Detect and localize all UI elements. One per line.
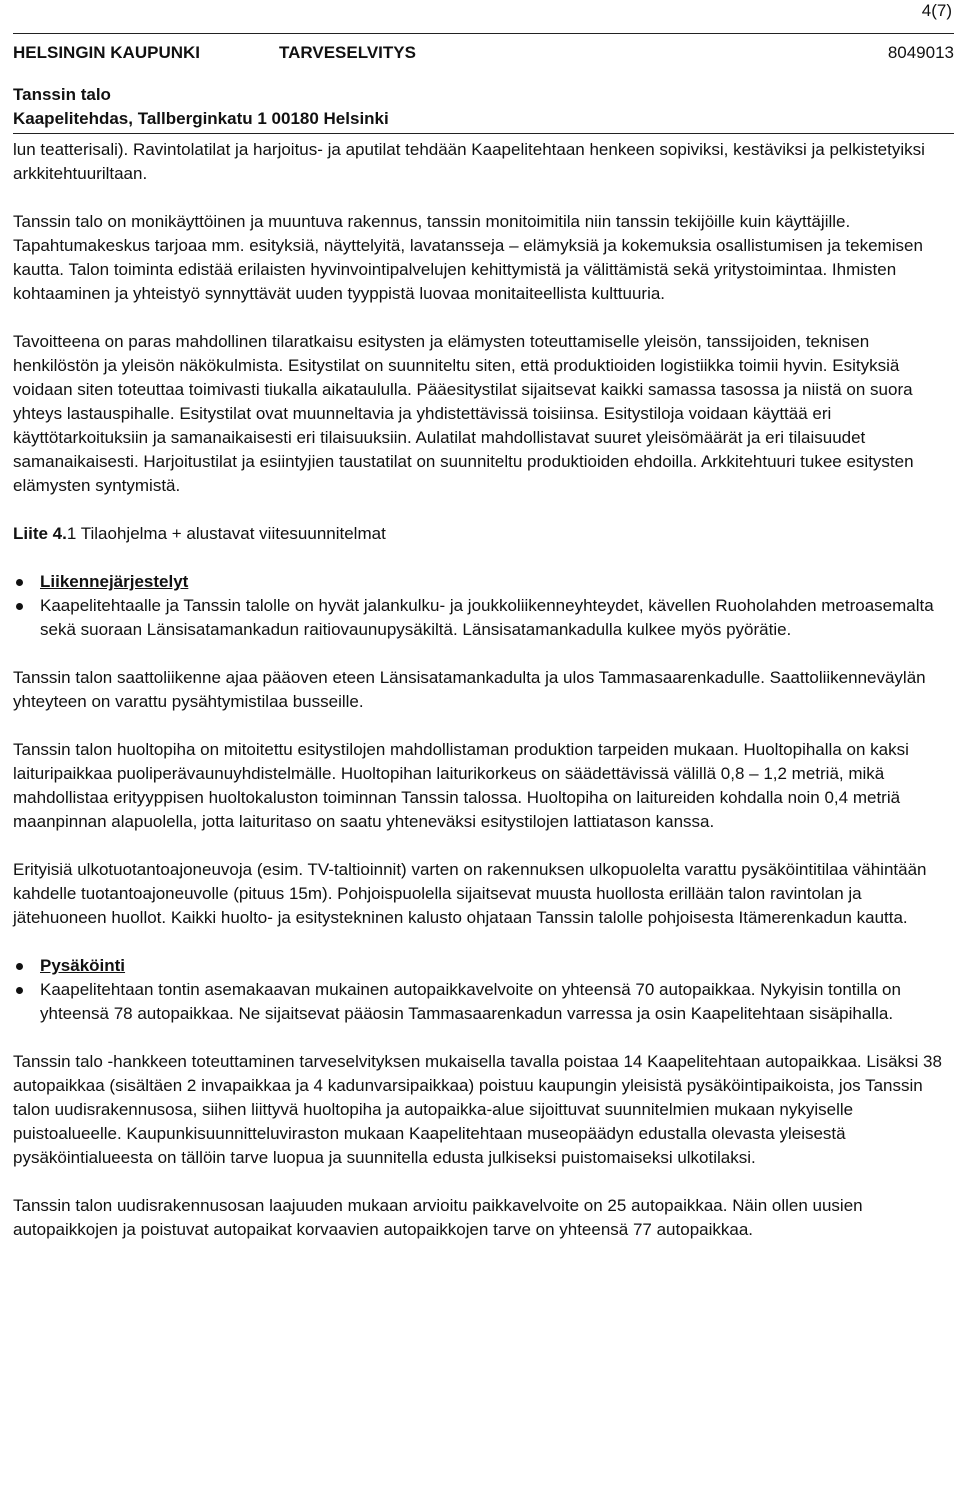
- section-traffic: [13, 570, 948, 642]
- paragraph-5: Tanssin talon huoltopiha on mitoitettu esitystilojen mahdollistaman produktion tarpeiden mukaan. Huoltopihalla on kaksi laituripaikkaa puoliperävaunuyhdistelmälle. Huoltopihan laiturikorkeus on säädettävissä välillä 0,8 – 1,2 metriä, mikä mahdollistaa erityyppisen huoltokaluston toiminnan Tanssin talossa. Huoltopiha on laitureiden kohdalla noin 0,4 metriä maanpinnan alapuolella, jotta laituritaso on saatu yhteneväksi esitystilojen lattiatason kanssa.: [13, 740, 909, 831]
- paragraph-2: Tanssin talo on monikäyttöinen ja muuntuva rakennus, tanssin monitoimitila niin tanssin tekijöille kuin käyttäjille. Tapahtumakeskus tarjoaa mm. esityksiä, näyttelyitä, lavatansseja – elämyksiä ja kokemuksia osallistumisen ja tekemisen kautta. Talon toiminta edistää erilaisten hyvinvointipalvelujen kehittymistä ja välittämistä sekä yritystoimintaa. Ihmisten kohtaaminen ja yhteistyö synnyttävät uuden tyyppistä luovaa monitaiteellista kulttuuria.: [13, 212, 923, 303]
- appendix-text: Tilaohjelma + alustavat viitesuunnitelmat: [76, 524, 386, 543]
- section-parking: [13, 954, 948, 1026]
- document-body: [13, 138, 948, 1266]
- header-project: Tanssin talo: [13, 85, 111, 104]
- list-item: [13, 594, 948, 642]
- bullet-text-parking: Kaapelitehtaan tontin asemakaavan mukainen autopaikkavelvoite on yhteensä 70 autopaikkaa. Nykyisin tontilla on yhteensä 78 autopaikkaa. Ne sijaitsevat pääosin Tammasaarenkadun varressa ja osin Kaapelitehtaan sisäpihalla.: [40, 980, 901, 1023]
- appendix-label: Liite 4.: [13, 524, 67, 543]
- paragraph-8: Tanssin talon uudisrakennusosan laajuuden mukaan arvioitu paikkavelvoite on 25 autopaikkaa. Näin ollen uusien autopaikkojen ja poistuvat autopaikat korvaavien autopaikkojen tarve on yhteensä 77 autopaikkaa.: [13, 1196, 863, 1239]
- header-document-number: 8049013: [887, 43, 954, 62]
- paragraph-6: Erityisiä ulkotuotantoajoneuvoja (esim. TV-taltioinnit) varten on rakennuksen ulkopuolelta varattu pysäköintitilaa vähintään kahdelle tuotantoajoneuvolle (pituus 15m). Pohjoispuolella sijaitsevat muusta huollosta erillään talon ravintolan ja jätehuoneen huollot. Kaikki huolto- ja esitystekninen kalusto ohjataan Tanssin talolle pohjoisesta Itämerenkadun kautta.: [13, 860, 927, 927]
- list-item: [13, 978, 948, 1026]
- section-heading-parking: Pysäköinti: [40, 956, 126, 975]
- paragraph-4: Tanssin talon saattoliikenne ajaa pääoven eteen Länsisatamankadulta ja ulos Tammasaarenkadulle. Saattoliikenneväylän yhteyteen on varattu pysähtymistilaa busseille.: [13, 668, 926, 711]
- header-divider: [13, 133, 954, 134]
- paragraph-7: Tanssin talo -hankkeen toteuttaminen tarveselvityksen mukaisella tavalla poistaa 14 Kaapelitehtaan autopaikkaa. Lisäksi 38 autopaikkaa (sisältäen 2 invapaikkaa ja 4 kadunvarsipaikkaa) poistuu kaupungin yleisistä pysäköintipaikoista, jos Tanssin talon uudisrakennusosa, siihen liittyvä huoltopiha ja autopaikka-alue sijoittuvat suunnitelmien mukaan nykyiselle puistoalueelle. Kaupunkisuunnitteluviraston mukaan Kaapelitehtaan museopäädyn edustalla olevasta yleisestä pysäköintialueesta on tällöin tarve luopua ja suunnitella edusta julkiseksi puistomaiseksi ulkotilaksi.: [13, 1052, 942, 1167]
- bullet-text-traffic: Kaapelitehtaalle ja Tanssin talolle on hyvät jalankulku- ja joukkoliikenneyhteydet, kävellen Ruoholahden metroasemalta sekä suoraan Länsisatamankadun raitiovaunupysäkiltä. Länsisatamankadulla kulkee myös pyörätie.: [40, 596, 934, 639]
- header-document-type: TARVESELVITYS: [279, 43, 416, 62]
- bullet-icon: [16, 603, 23, 610]
- appendix-reference: [13, 522, 948, 546]
- header-row: [13, 43, 954, 69]
- paragraph-3: Tavoitteena on paras mahdollinen tilaratkaisu esitysten ja elämysten toteuttamiselle yleisön, tanssijoiden, teknisen henkilöstön ja yleisön näkökulmista. Esitystilat on suunniteltu siten, että produktioiden logistiikka toimii hyvin. Esityksiä voidaan siten toteuttaa toimivasti tiukalla aikataululla. Pääesitystilat sijaitsevat kaikki samassa tasossa ja niistä on suora yhteys lastauspihalle. Esitystilat ovat muunneltavia ja yhdistettävissä toisiinsa. Esitystiloja voidaan käyttää eri käyttötarkoituksiin ja samanaikaisesti eri tilaisuuksiin. Aulatilat mahdollistavat suuret yleisömäärät ja eri tilaisuudet samanaikaisesti. Harjoitustilat ja esiintyjien taustatilat on suunniteltu produktioiden ehdoilla. Arkkitehtuuri tukee esitysten elämysten syntymistä.: [13, 332, 914, 495]
- list-item: [13, 954, 948, 978]
- section-heading-traffic: Liikennejärjestelyt: [40, 572, 189, 591]
- page-number: 4(7): [921, 1, 952, 20]
- header-address: Kaapelitehdas, Tallberginkatu 1 00180 Helsinki: [13, 109, 389, 128]
- list-item: [13, 570, 948, 594]
- bullet-icon: [16, 963, 23, 970]
- paragraph-1: lun teatterisali). Ravintolatilat ja harjoitus- ja aputilat tehdään Kaapelitehtaan henkeen sopiviksi, kestäviksi ja pelkistetyiksi arkkitehtuuriltaan.: [13, 140, 925, 183]
- bullet-icon: [16, 987, 23, 994]
- bullet-icon: [16, 579, 23, 586]
- document-header: [13, 33, 954, 134]
- appendix-number: 1: [66, 524, 77, 543]
- header-organization: HELSINGIN KAUPUNKI: [13, 43, 201, 62]
